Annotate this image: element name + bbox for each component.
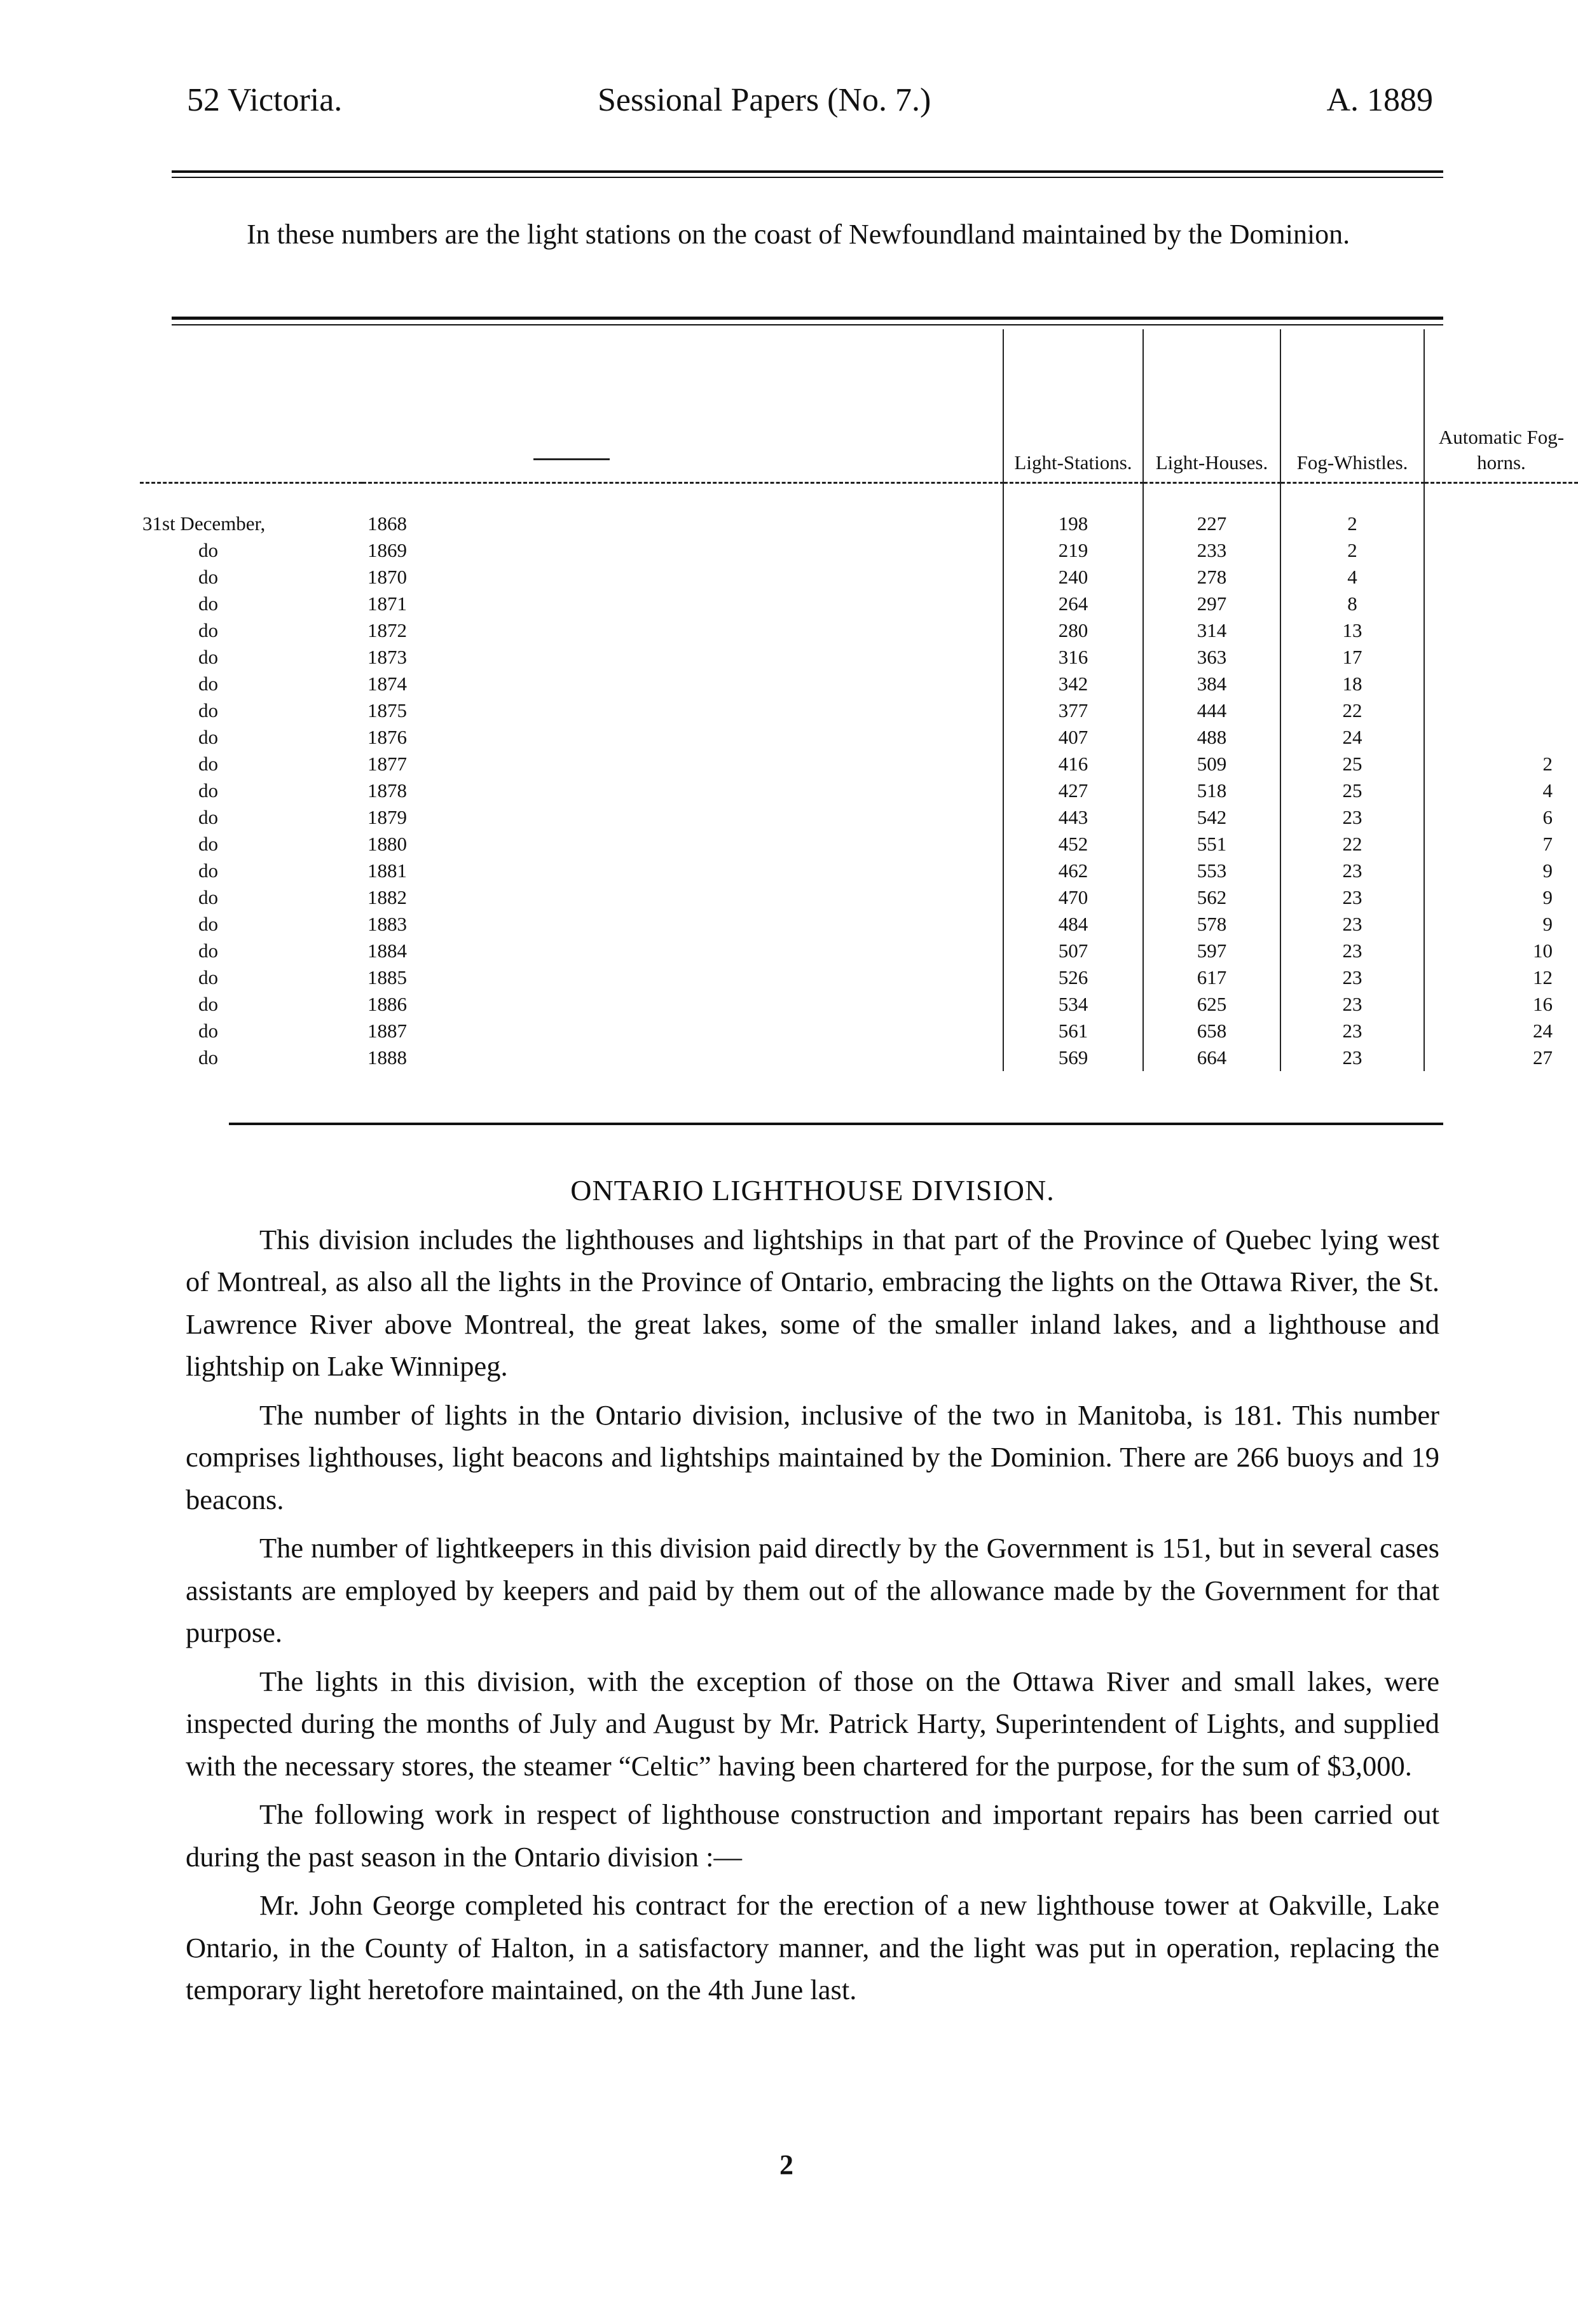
light-stations-cell: 198: [1003, 510, 1143, 537]
automatic-fog-horns-cell: 10: [1424, 938, 1578, 964]
table-row: [140, 1044, 1578, 1071]
light-houses-cell: 314: [1143, 617, 1280, 644]
table-bottom-rule: [229, 1123, 1443, 1125]
light-stations-cell: 534: [1003, 991, 1143, 1018]
light-stations-cell: 316: [1003, 644, 1143, 671]
automatic-fog-horns-cell: [1424, 537, 1578, 564]
light-stations-cell: 342: [1003, 671, 1143, 697]
table-row: [140, 831, 1578, 858]
year-cell: 1885: [367, 966, 407, 988]
fog-whistles-cell: 8: [1280, 591, 1424, 617]
year-label: A. 1889: [1326, 82, 1433, 118]
light-houses-cell: 297: [1143, 591, 1280, 617]
light-stations-cell: 569: [1003, 1044, 1143, 1071]
table-row: [140, 617, 1578, 644]
year-cell: 1881: [367, 859, 407, 882]
table-row: [140, 884, 1578, 911]
automatic-fog-horns-cell: 27: [1424, 1044, 1578, 1071]
light-stations-cell: 407: [1003, 724, 1143, 751]
year-cell: 1876: [367, 726, 407, 748]
date-label-cell: do: [198, 566, 218, 588]
light-houses-cell: 617: [1143, 964, 1280, 991]
year-cell: 1869: [367, 539, 407, 561]
table-top-rule-thin: [172, 324, 1443, 325]
table-row: [140, 564, 1578, 591]
light-stations-cell: 443: [1003, 804, 1143, 831]
light-houses-cell: 488: [1143, 724, 1280, 751]
automatic-fog-horns-cell: [1424, 644, 1578, 671]
fog-whistles-cell: 23: [1280, 884, 1424, 911]
date-label-cell: do: [198, 779, 218, 802]
date-label-cell: 31st December,: [142, 512, 266, 535]
light-stations-cell: 507: [1003, 938, 1143, 964]
date-label-cell: do: [198, 1046, 218, 1069]
page-header: [187, 81, 1433, 126]
year-cell: 1884: [367, 940, 407, 962]
year-cell: 1888: [367, 1046, 407, 1069]
paragraph: Mr. John George completed his contract for the erection of a new lighthouse tower at Oakville, Lake Ontario, in the County of Halton, in a satisfactory manner, and the light was put in operation, replacing the temporary light heretofore maintained, on the 4th June last.: [186, 1889, 1439, 2006]
session-label: 52 Victoria.: [187, 82, 343, 118]
light-stations-cell: 264: [1003, 591, 1143, 617]
date-label-cell: do: [198, 940, 218, 962]
fog-whistles-cell: 23: [1280, 1044, 1424, 1071]
year-cell: 1877: [367, 753, 407, 775]
date-label-cell: do: [198, 966, 218, 988]
year-cell: 1874: [367, 673, 407, 695]
automatic-fog-horns-cell: [1424, 510, 1578, 537]
light-houses-cell: 578: [1143, 911, 1280, 938]
year-cell: 1871: [367, 592, 407, 615]
section-title: ONTARIO LIGHTHOUSE DIVISION.: [570, 1174, 1055, 1206]
light-stations-cell: 280: [1003, 617, 1143, 644]
header-separator-row: [140, 483, 1578, 511]
fog-whistles-cell: 13: [1280, 617, 1424, 644]
table-row: [140, 911, 1578, 938]
table-body: [140, 483, 1578, 1072]
year-cell: 1883: [367, 913, 407, 935]
date-label-cell: do: [198, 646, 218, 668]
year-cell: 1879: [367, 806, 407, 828]
light-houses-cell: 384: [1143, 671, 1280, 697]
automatic-fog-horns-cell: 9: [1424, 884, 1578, 911]
table-row: [140, 938, 1578, 964]
col-header-light-houses: Light-Houses.: [1143, 329, 1280, 483]
light-stations-cell: 526: [1003, 964, 1143, 991]
intro-note: In these numbers are the light stations on the coast of Newfoundland maintained by the Dominion.: [247, 219, 1350, 250]
paragraph: The lights in this division, with the exception of those on the Ottawa River and small lakes, were inspected during the months of July and August by Mr. Patrick Harty, Superintendent of Lights, and supplied with the necessary stores, the steamer “Celtic” having been chartered for the purpose, for the sum of $3,000.: [186, 1665, 1439, 1782]
year-cell: 1872: [367, 619, 407, 641]
date-label-cell: do: [198, 592, 218, 615]
table-row: [140, 537, 1578, 564]
table-row: [140, 644, 1578, 671]
light-houses-cell: 363: [1143, 644, 1280, 671]
automatic-fog-horns-cell: [1424, 617, 1578, 644]
table-top-rule-thick: [172, 317, 1443, 320]
stub-dash: [533, 458, 610, 460]
light-stations-cell: 561: [1003, 1018, 1143, 1044]
date-label-cell: do: [198, 539, 218, 561]
paragraph: The following work in respect of lighthouse construction and important repairs has been carried out during the past season in the Ontario division :—: [186, 1798, 1439, 1873]
table-row: [140, 777, 1578, 804]
table-row: [140, 591, 1578, 617]
paragraph: The number of lights in the Ontario division, inclusive of the two in Manitoba, is 181. This number comprises lighthouses, light beacons and lightships maintained by the Dominion. There are 266 buoys and 19 beacons.: [186, 1398, 1439, 1515]
year-cell: 1870: [367, 566, 407, 588]
lighthouse-statistics-table: [140, 329, 1578, 1071]
light-houses-cell: 227: [1143, 510, 1280, 537]
date-label-cell: do: [198, 886, 218, 908]
paragraph: The number of lightkeepers in this division paid directly by the Government is 151, but in several cases assistants are employed by keepers and paid by them out of the allowance made by the Government for that purpose.: [186, 1532, 1439, 1648]
automatic-fog-horns-cell: 7: [1424, 831, 1578, 858]
light-houses-cell: 542: [1143, 804, 1280, 831]
fog-whistles-cell: 2: [1280, 510, 1424, 537]
table-row: [140, 697, 1578, 724]
light-stations-cell: 416: [1003, 751, 1143, 777]
date-label-cell: do: [198, 726, 218, 748]
paragraph: This division includes the lighthouses and lightships in that part of the Province of Quebec lying west of Montreal, as also all the lights in the Province of Ontario, embracing the lights on the Ottawa River, the St. Lawrence River above Montreal, the great lakes, some of the smaller inland lakes, and a lighthouse and lightship on Lake Winnipeg.: [186, 1223, 1439, 1382]
light-stations-cell: 427: [1003, 777, 1143, 804]
header-rule-thick: [172, 170, 1443, 173]
automatic-fog-horns-cell: 6: [1424, 804, 1578, 831]
fog-whistles-cell: 23: [1280, 858, 1424, 884]
fog-whistles-cell: 22: [1280, 831, 1424, 858]
automatic-fog-horns-cell: 4: [1424, 777, 1578, 804]
light-stations-cell: 470: [1003, 884, 1143, 911]
fog-whistles-cell: 25: [1280, 777, 1424, 804]
automatic-fog-horns-cell: 9: [1424, 911, 1578, 938]
year-cell: 1868: [367, 512, 407, 535]
light-houses-cell: 233: [1143, 537, 1280, 564]
light-stations-cell: 462: [1003, 858, 1143, 884]
automatic-fog-horns-cell: [1424, 724, 1578, 751]
light-houses-cell: 553: [1143, 858, 1280, 884]
col-header-automatic-fog-horns: Automatic Fog-horns.: [1424, 329, 1578, 483]
automatic-fog-horns-cell: 2: [1424, 751, 1578, 777]
year-cell: 1882: [367, 886, 407, 908]
year-cell: 1880: [367, 833, 407, 855]
year-cell: 1873: [367, 646, 407, 668]
table-row: [140, 858, 1578, 884]
fog-whistles-cell: 23: [1280, 911, 1424, 938]
year-cell: 1875: [367, 699, 407, 721]
table-header-row: [140, 329, 1578, 483]
date-label-cell: do: [198, 699, 218, 721]
col-header-fog-whistles: Fog-Whistles.: [1280, 329, 1424, 483]
table-row: [140, 671, 1578, 697]
light-stations-cell: 452: [1003, 831, 1143, 858]
publication-title: Sessional Papers (No. 7.): [598, 82, 931, 118]
automatic-fog-horns-cell: 24: [1424, 1018, 1578, 1044]
date-label-cell: do: [198, 619, 218, 641]
automatic-fog-horns-cell: 12: [1424, 964, 1578, 991]
automatic-fog-horns-cell: 16: [1424, 991, 1578, 1018]
table-row: [140, 1018, 1578, 1044]
light-houses-cell: 509: [1143, 751, 1280, 777]
automatic-fog-horns-cell: [1424, 671, 1578, 697]
automatic-fog-horns-cell: 9: [1424, 858, 1578, 884]
light-houses-cell: 278: [1143, 564, 1280, 591]
table-row: [140, 991, 1578, 1018]
date-label-cell: do: [198, 833, 218, 855]
light-houses-cell: 551: [1143, 831, 1280, 858]
table-row: [140, 510, 1578, 537]
date-label-cell: do: [198, 1020, 218, 1042]
stub-header: [140, 329, 1003, 483]
light-stations-cell: 484: [1003, 911, 1143, 938]
light-stations-cell: 219: [1003, 537, 1143, 564]
light-houses-cell: 597: [1143, 938, 1280, 964]
table-row: [140, 751, 1578, 777]
fog-whistles-cell: 22: [1280, 697, 1424, 724]
date-label-cell: do: [198, 859, 218, 882]
fog-whistles-cell: 23: [1280, 991, 1424, 1018]
year-cell: 1887: [367, 1020, 407, 1042]
date-label-cell: do: [198, 806, 218, 828]
date-label-cell: do: [198, 993, 218, 1015]
table-row: [140, 724, 1578, 751]
date-label-cell: do: [198, 673, 218, 695]
fog-whistles-cell: 23: [1280, 1018, 1424, 1044]
fog-whistles-cell: 17: [1280, 644, 1424, 671]
table-row: [140, 964, 1578, 991]
date-label-cell: do: [198, 753, 218, 775]
light-houses-cell: 518: [1143, 777, 1280, 804]
fog-whistles-cell: 4: [1280, 564, 1424, 591]
fog-whistles-cell: 23: [1280, 938, 1424, 964]
year-cell: 1886: [367, 993, 407, 1015]
light-stations-cell: 377: [1003, 697, 1143, 724]
light-houses-cell: 562: [1143, 884, 1280, 911]
fog-whistles-cell: 23: [1280, 804, 1424, 831]
automatic-fog-horns-cell: [1424, 564, 1578, 591]
col-header-light-stations: Light-Stations.: [1003, 329, 1143, 483]
page-number: 2: [779, 2149, 793, 2180]
automatic-fog-horns-cell: [1424, 591, 1578, 617]
light-stations-cell: 240: [1003, 564, 1143, 591]
header-rule-thin: [172, 177, 1443, 178]
light-houses-cell: 664: [1143, 1044, 1280, 1071]
ontario-division-section: [186, 1170, 1439, 2018]
light-houses-cell: 658: [1143, 1018, 1280, 1044]
fog-whistles-cell: 23: [1280, 964, 1424, 991]
light-houses-cell: 444: [1143, 697, 1280, 724]
fog-whistles-cell: 24: [1280, 724, 1424, 751]
year-cell: 1878: [367, 779, 407, 802]
date-label-cell: do: [198, 913, 218, 935]
fog-whistles-cell: 2: [1280, 537, 1424, 564]
fog-whistles-cell: 25: [1280, 751, 1424, 777]
light-houses-cell: 625: [1143, 991, 1280, 1018]
automatic-fog-horns-cell: [1424, 697, 1578, 724]
table-row: [140, 804, 1578, 831]
fog-whistles-cell: 18: [1280, 671, 1424, 697]
